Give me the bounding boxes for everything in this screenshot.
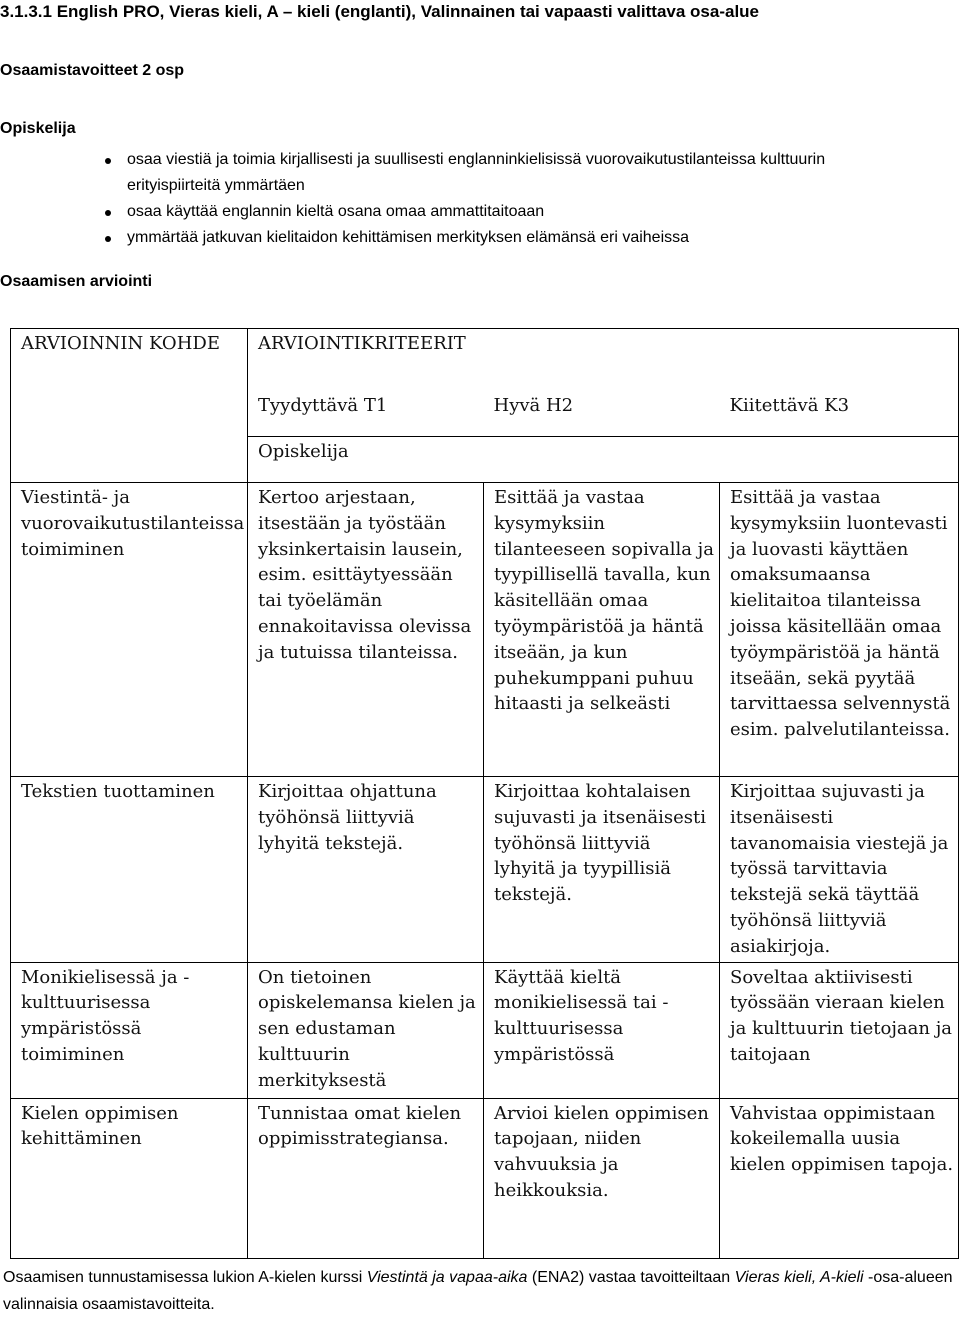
cell-h2: Käyttää kieltä monikielisessä tai -kulttuurisessa ympäristössä [484, 962, 720, 1098]
goal-item: osaa käyttää englannin kieltä osana omaa ammattitaitoaan [105, 199, 887, 225]
student-label: Opiskelija [0, 120, 76, 137]
cell-t1: On tietoinen opiskelemansa kielen ja sen edustaman kulttuurin merkityksestä [248, 962, 484, 1098]
header-target: ARVIOINNIN KOHDE [11, 329, 248, 483]
goal-item: osaa viestiä ja toimia kirjallisesti ja suullisesti englanninkielisissä vuorovaikutustilanteissa kulttuurin erityispiirteitä ymmärtäen [105, 147, 887, 199]
assessment-table [10, 328, 959, 1259]
table-row [11, 777, 959, 963]
table-row [11, 962, 959, 1098]
level-t1: Tyydyttävä T1 [248, 393, 484, 437]
table-row [11, 1098, 959, 1258]
footer-note: Osaamisen tunnustamisessa lukion A-kielen kurssi Viestintä ja vapaa-aika (ENA2) vastaa tavoitteiltaan Vieras kieli, A-kieli -osa-alueen valinnaisia osaamistavoitteita. [3, 1269, 953, 1313]
goal-item: ymmärtää jatkuvan kielitaidon kehittämisen merkityksen elämänsä eri vaiheissa [105, 225, 887, 251]
row-target: Tekstien tuottaminen [11, 777, 248, 963]
table-row [11, 483, 959, 777]
header-student: Opiskelija [248, 437, 959, 483]
course-name: Viestintä ja vapaa-aika [366, 1269, 528, 1286]
bullet-icon [105, 236, 111, 242]
cell-k3: Vahvistaa oppimistaan kokeilemalla uusia kielen oppimisen tapoja. [720, 1098, 959, 1258]
row-target: Viestintä- ja vuorovaikutustilanteissa toimiminen [11, 483, 248, 777]
goals-list [105, 147, 887, 251]
section-heading: 3.1.3.1 English PRO, Vieras kieli, A – kieli (englanti), Valinnainen tai vapaasti valittava osa-alue [0, 2, 760, 21]
cell-h2: Kirjoittaa kohtalaisen sujuvasti ja itsenäisesti työhönsä liittyviä lyhyitä ja tyypillisiä tekstejä. [484, 777, 720, 963]
goals-title: Osaamistavoitteet 2 osp [0, 62, 185, 79]
cell-k3: Kirjoittaa sujuvasti ja itsenäisesti tavanomaisia viestejä ja työssä tarvittavia tekstejä sekä täyttää työhönsä liittyviä asiakirjoja. [720, 777, 959, 963]
header-criteria: ARVIOINTIKRITEERIT [248, 329, 959, 393]
cell-t1: Kirjoittaa ohjattuna työhönsä liittyviä lyhyitä tekstejä. [248, 777, 484, 963]
level-k3: Kiitettävä K3 [720, 393, 959, 437]
cell-k3: Soveltaa aktiivisesti työssään vieraan kielen ja kulttuurin tietojaan ja taitojaan [720, 962, 959, 1098]
cell-t1: Kertoo arjestaan, itsestään ja työstään yksinkertaisin lausein, esim. esittäytyessään tai työelämän ennakoitavissa olevissa ja tutuissa tilanteissa. [248, 483, 484, 777]
area-name: Vieras kieli, A-kieli [734, 1269, 864, 1286]
assessment-title: Osaamisen arviointi [0, 273, 153, 290]
row-target: Monikielisessä ja -kulttuurisessa ympäristössä toimiminen [11, 962, 248, 1098]
bullet-icon [105, 210, 111, 216]
level-h2: Hyvä H2 [484, 393, 720, 437]
bullet-icon [105, 158, 111, 164]
cell-t1: Tunnistaa omat kielen oppimisstrategiansa. [248, 1098, 484, 1258]
cell-h2: Arvioi kielen oppimisen tapojaan, niiden vahvuuksia ja heikkouksia. [484, 1098, 720, 1258]
cell-h2: Esittää ja vastaa kysymyksiin tilanteeseen sopivalla ja tyypillisellä tavalla, kun käsitellään omaa työympäristöä ja häntä itseään, ja kun puhekumppani puhuu hitaasti ja selkeästi [484, 483, 720, 777]
cell-k3: Esittää ja vastaa kysymyksiin luontevasti ja luovasti käyttäen omaksumaansa kielitaitoa tilanteissa joissa käsitellään omaa työympäristöä ja häntä itseään, sekä pyytää tarvittaessa selvennystä esim. palvelutilanteissa. [720, 483, 959, 777]
row-target: Kielen oppimisen kehittäminen [11, 1098, 248, 1258]
